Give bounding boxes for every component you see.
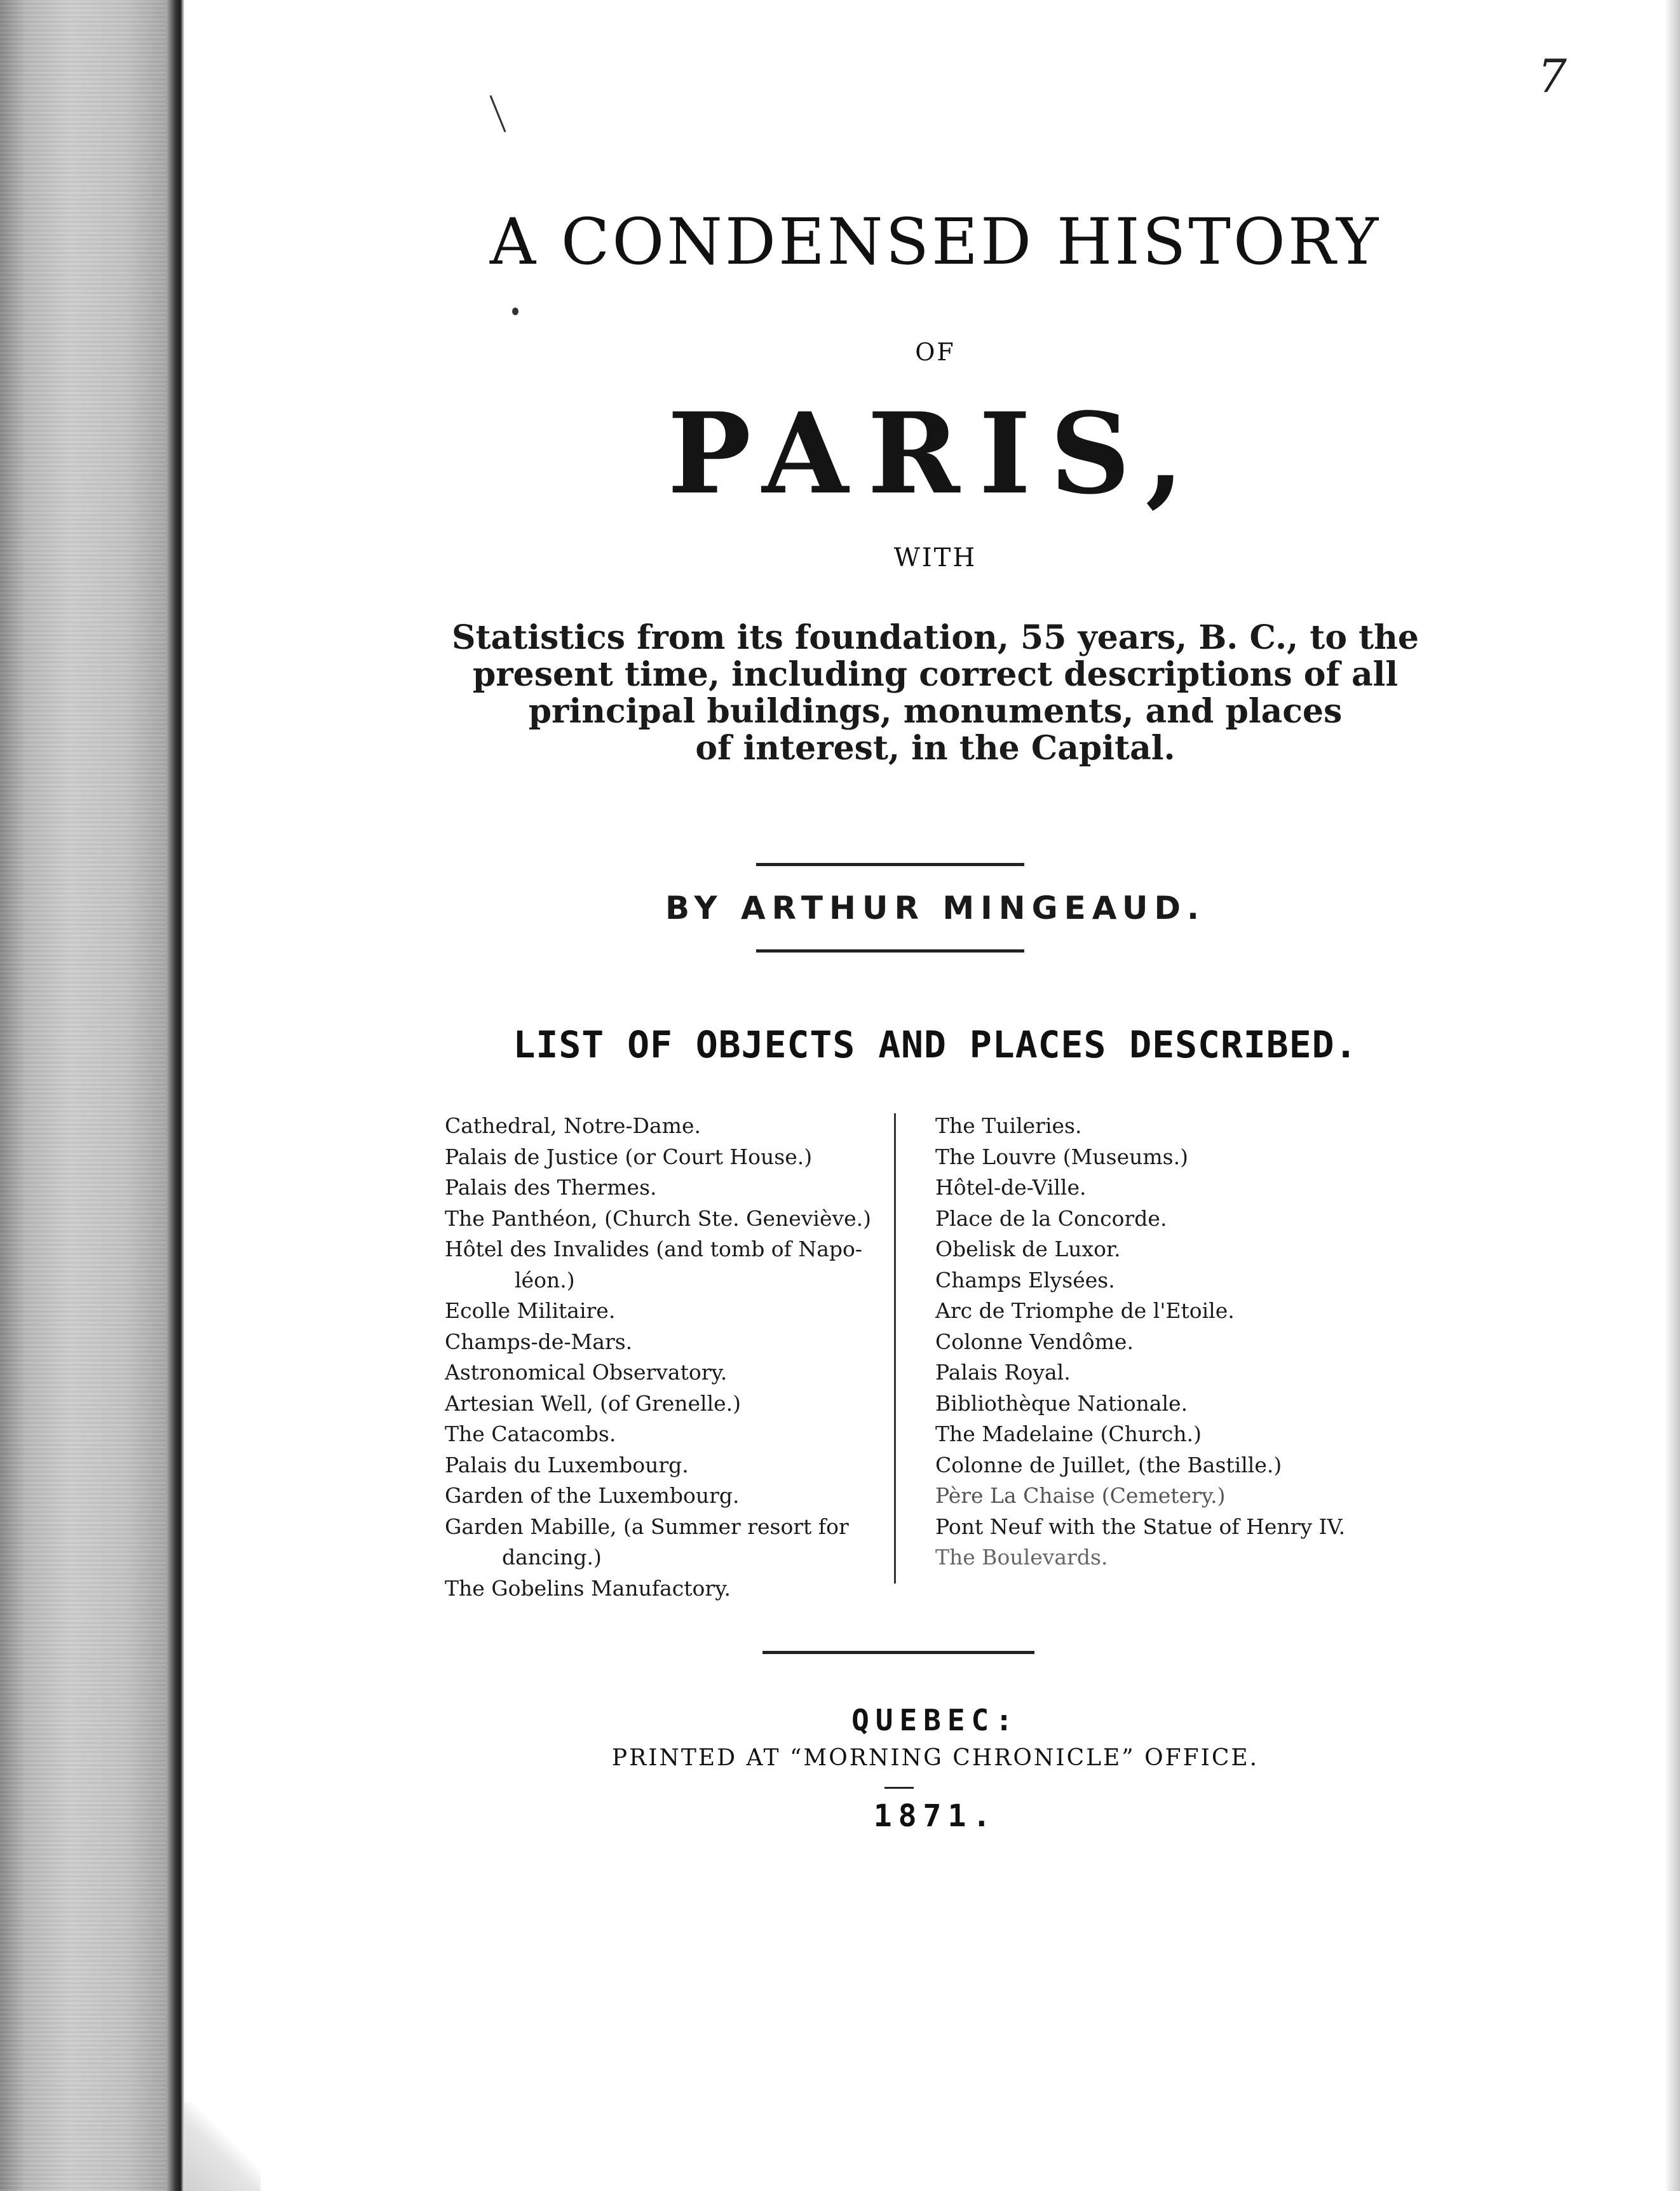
column-divider (894, 1113, 896, 1584)
list-item: Ecolle Militaire. (445, 1298, 616, 1323)
list-item: The Boulevards. (935, 1545, 1108, 1570)
list-item: The Tuileries. (935, 1113, 1082, 1138)
places-list-right (935, 1111, 1380, 1573)
list-item: Colonne de Juillet, (the Bastille.) (935, 1452, 1282, 1477)
divider-rule (756, 949, 1024, 953)
list-item: Champs-de-Mars. (445, 1329, 633, 1354)
subtitle-line: Statistics from its foundation, 55 years, B. C., to the (451, 618, 1419, 657)
stray-mark (489, 95, 506, 133)
list-item-continuation: dancing.) (502, 1545, 602, 1570)
page-number: 7 (1538, 50, 1567, 103)
list-item: Garden of the Luxembourg. (445, 1483, 740, 1508)
title-subject: PARIS, (667, 389, 1203, 519)
subtitle-line: principal buildings, monuments, and places (528, 692, 1343, 731)
list-item: Place de la Concorde. (935, 1205, 1167, 1231)
corner-fold (184, 2102, 261, 2191)
list-item: The Panthéon, (Church Ste. Geneviève.) (445, 1205, 872, 1231)
imprint-city: QUEBEC: (851, 1703, 1019, 1737)
list-item: The Madelaine (Church.) (935, 1421, 1202, 1446)
subtitle-line: of interest, in the Capital. (695, 729, 1175, 768)
places-list-left (445, 1111, 883, 1604)
list-item: Palais de Justice (or Court House.) (445, 1144, 813, 1169)
list-item: Artesian Well, (of Grenelle.) (445, 1390, 742, 1416)
list-item: Obelisk de Luxor. (935, 1237, 1121, 1261)
list-item-continuation: léon.) (515, 1267, 575, 1292)
list-item: Hôtel-de-Ville. (935, 1175, 1087, 1200)
imprint-year: 1871. (873, 1798, 998, 1834)
divider-rule (756, 863, 1024, 866)
list-item: The Louvre (Museums.) (935, 1144, 1188, 1169)
list-item: Champs Elysées. (935, 1267, 1115, 1292)
list-item: Palais du Luxembourg. (445, 1452, 689, 1477)
author-line: BY ARTHUR MINGEAUD. (665, 890, 1206, 926)
title-of: OF (915, 338, 956, 366)
gutter-texture (0, 0, 166, 2191)
list-item: Pont Neuf with the Statue of Henry IV. (935, 1514, 1346, 1539)
list-item: Garden Mabille, (a Summer resort for (445, 1514, 849, 1539)
list-item: Bibliothèque Nationale. (935, 1390, 1188, 1416)
right-edge-shadow (1665, 0, 1680, 2191)
list-item: Colonne Vendôme. (935, 1329, 1134, 1354)
list-item: Cathedral, Notre-Dame. (445, 1113, 701, 1138)
list-item: Hôtel des Invalides (and tomb of Napo- (445, 1237, 863, 1261)
imprint-printer: PRINTED AT “MORNING CHRONICLE” OFFICE. (611, 1745, 1259, 1771)
list-item: Père La Chaise (Cemetery.) (935, 1483, 1226, 1508)
list-item: Astronomical Observatory. (445, 1360, 728, 1385)
divider-rule (762, 1651, 1034, 1654)
book-gutter-edge (0, 0, 184, 2191)
list-item: Palais Royal. (935, 1360, 1071, 1385)
list-item: Arc de Triomphe de l'Etoile. (935, 1298, 1235, 1323)
subtitle (191, 620, 1680, 767)
title-main: A CONDENSED HISTORY (489, 205, 1381, 279)
subtitle-line: present time, including correct descriptions of all (472, 655, 1399, 694)
list-heading: LIST OF OBJECTS AND PLACES DESCRIBED. (513, 1023, 1358, 1066)
list-item: The Gobelins Manufactory. (445, 1575, 731, 1601)
short-rule (884, 1787, 914, 1789)
stray-mark (512, 308, 518, 315)
title-with: WITH (893, 543, 977, 573)
list-item: Palais des Thermes. (445, 1175, 657, 1200)
list-item: The Catacombs. (445, 1421, 616, 1446)
